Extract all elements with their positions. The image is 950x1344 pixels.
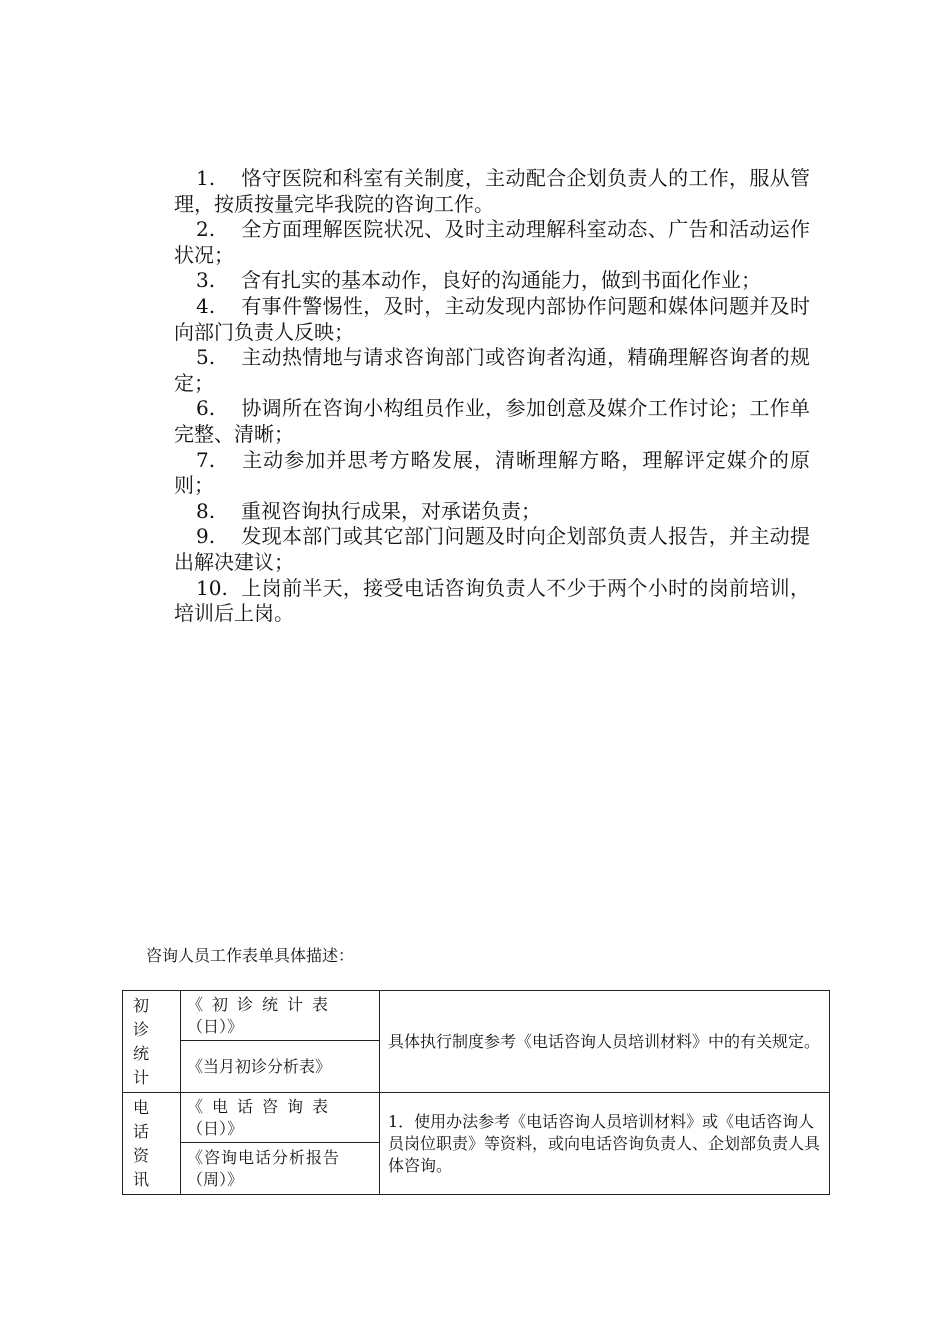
category-char: 初 [133,995,150,1015]
list-item [174,268,810,294]
item-number: 1. [196,166,216,190]
list-item [174,576,810,627]
item-number: 9. [196,524,216,549]
list-item [174,294,810,345]
form-name-cell [181,1093,380,1143]
item-text: 主动热情地与请求咨询部门或咨询者沟通，精确理解咨询者的规定； [174,345,810,395]
item-text: 全方面理解医院状况、及时主动理解科室动态、广告和活动运作状况； [174,217,810,267]
description-cell: 具体执行制度参考《电话咨询人员培训材料》中的有关规定。 [380,991,830,1093]
item-text: 发现本部门或其它部门问题及时向企划部负责人报告，并主动提出解决建议； [174,524,810,574]
item-text: 含有扎实的基本动作，良好的沟通能力，做到书面化作业； [241,268,761,293]
category-char: 话 [133,1121,150,1141]
item-number: 7. [196,447,216,472]
item-number: 3. [196,268,216,293]
list-item [174,396,810,447]
list-item [174,499,810,525]
form-name: 《电话咨询表 [187,1096,338,1116]
list-item [174,448,810,499]
list-item [174,166,810,217]
form-period: （周）》 [187,1169,244,1189]
item-number: 8. [196,498,216,523]
form-name-cell [181,991,380,1041]
category-cell [123,1093,181,1195]
item-text: 上岗前半天，接受电话咨询负责人不少于两个小时的岗前培训，培训后上岗。 [174,575,810,626]
item-number: 10. [196,575,228,600]
description-cell: 1．使用办法参考《电话咨询人员培训材料》或《电话咨询人员岗位职责》等资料，或向电话咨询负责人、企划部负责人具体咨询。 [380,1093,830,1195]
item-number: 2. [196,217,216,242]
item-text: 重视咨询执行成果，对承诺负责； [241,498,541,523]
category-char: 资 [133,1145,150,1165]
list-item [174,524,810,575]
list-item [174,345,810,396]
category-cell [123,991,181,1093]
responsibility-list [174,166,810,627]
category-char: 讯 [133,1169,150,1189]
item-text: 协调所在咨询小构组员作业，参加创意及媒介工作讨论；工作单完整、清晰； [174,396,810,446]
form-period: （日）》 [187,1016,244,1036]
category-char: 电 [133,1097,150,1117]
table-caption: 咨询人员工作表单具体描述： [146,946,355,965]
list-item [174,217,810,268]
item-text: 有事件警惕性，及时，主动发现内部协作问题和媒体问题并及时向部门负责人反映； [174,293,810,344]
form-name: 《当月初诊分析表》 [187,1056,332,1076]
category-char: 诊 [133,1019,150,1039]
table-row [123,1093,830,1143]
item-text: 主动参加并思考方略发展，清晰理解方略，理解评定媒介的原则； [174,447,810,498]
form-name-cell [181,1143,380,1195]
form-name: 《初诊统计表 [187,994,338,1014]
form-name: 《咨询电话分析报告 [187,1147,341,1167]
form-period: （日）》 [187,1118,244,1138]
category-char: 计 [133,1067,150,1087]
item-number: 4. [196,293,216,318]
item-number: 5. [196,345,216,370]
work-form-table [122,990,830,1195]
category-char: 统 [133,1043,150,1063]
form-name-cell [181,1041,380,1093]
item-number: 6. [196,396,216,421]
item-text: 恪守医院和科室有关制度，主动配合企划负责人的工作，服从管理，按质按量完毕我院的咨询工作。 [174,166,810,216]
table-row [123,991,830,1041]
